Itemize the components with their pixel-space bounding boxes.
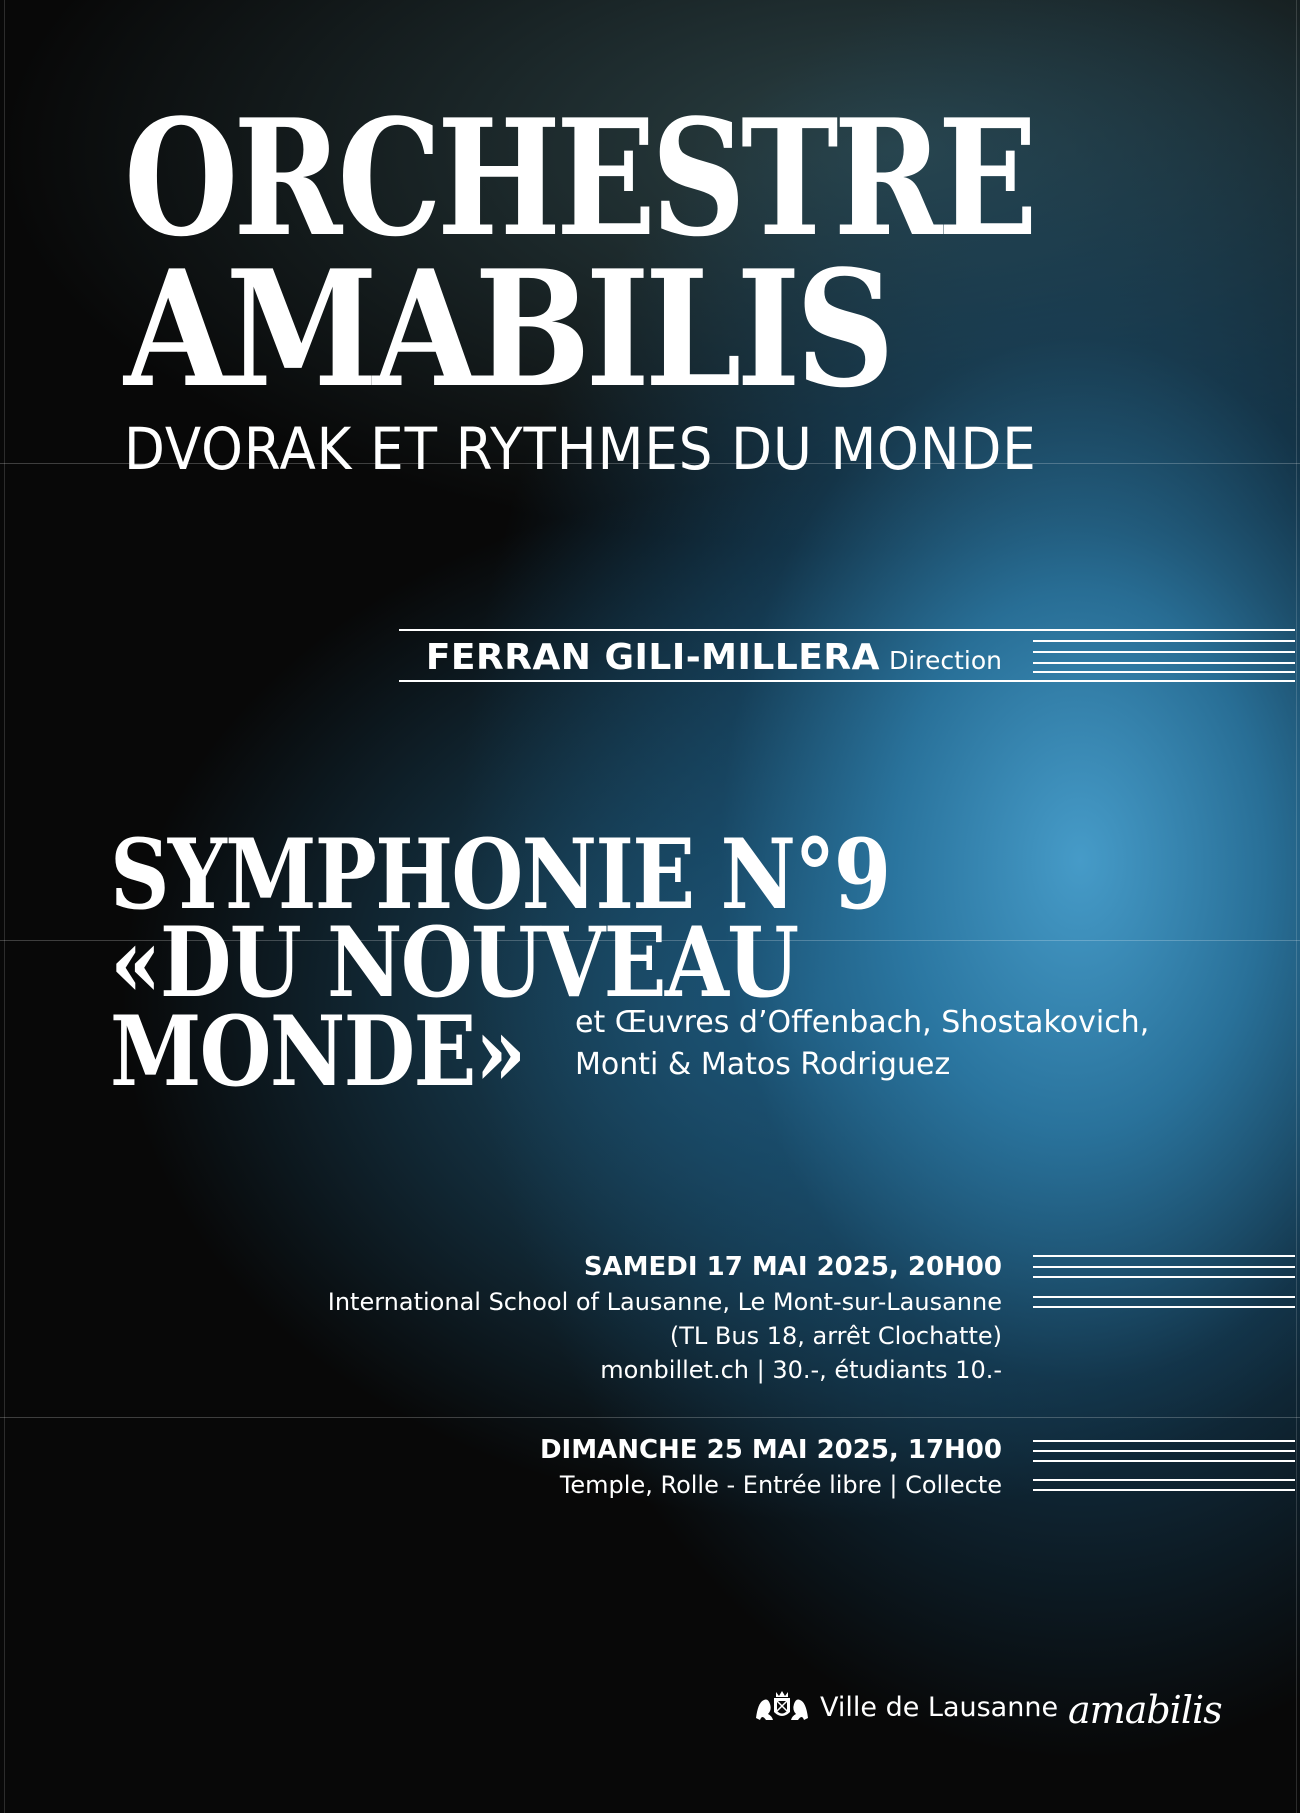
amabilis-logo: amabilis [1068,1688,1222,1732]
director-name: FERRAN GILI-MILLERA [425,637,880,678]
event-venue: International School of Lausanne, Le Mont-sur-Lausanne [327,1288,1002,1316]
fold-line [0,1417,1300,1418]
director-role: Direction [889,646,1002,675]
city-crest-icon [752,1690,812,1724]
title-orchestre: ORCHESTRE [124,84,1033,272]
subtitle: DVORAK ET RYTHMES DU MONDE [124,415,1037,483]
event-date: DIMANCHE 25 MAI 2025, 17H00 [539,1435,1002,1465]
other-works [575,1002,1149,1086]
event-tickets: monbillet.ch | 30.-, étudiants 10.- [600,1356,1002,1384]
event-sunday [540,1432,1002,1502]
event-saturday [328,1249,1002,1387]
title-amabilis: AMABILIS [124,235,890,423]
page-edge-right [1296,0,1297,1813]
event-venue: Temple, Rolle - Entrée libre | Collecte [559,1471,1002,1499]
director [426,637,1002,678]
work-title-line2: «DU NOUVEAU [110,906,798,1019]
work-title-line1: SYMPHONIE N°9 [110,818,890,931]
event-date: SAMEDI 17 MAI 2025, 20H00 [583,1252,1002,1282]
director-rule-top [399,629,1295,631]
other-works-line1: et Œuvres d’Offenbach, Shostakovich, [575,1005,1150,1040]
sponsor-name: Ville de Lausanne [820,1691,1059,1723]
event-transport: (TL Bus 18, arrêt Clochatte) [669,1322,1002,1350]
other-works-line2: Monti & Matos Rodriguez [575,1047,951,1082]
sponsor [752,1690,1058,1724]
page-edge-left [4,0,5,1813]
work-title-line3: MONDE» [110,995,525,1108]
director-rule-bottom [399,680,1295,682]
